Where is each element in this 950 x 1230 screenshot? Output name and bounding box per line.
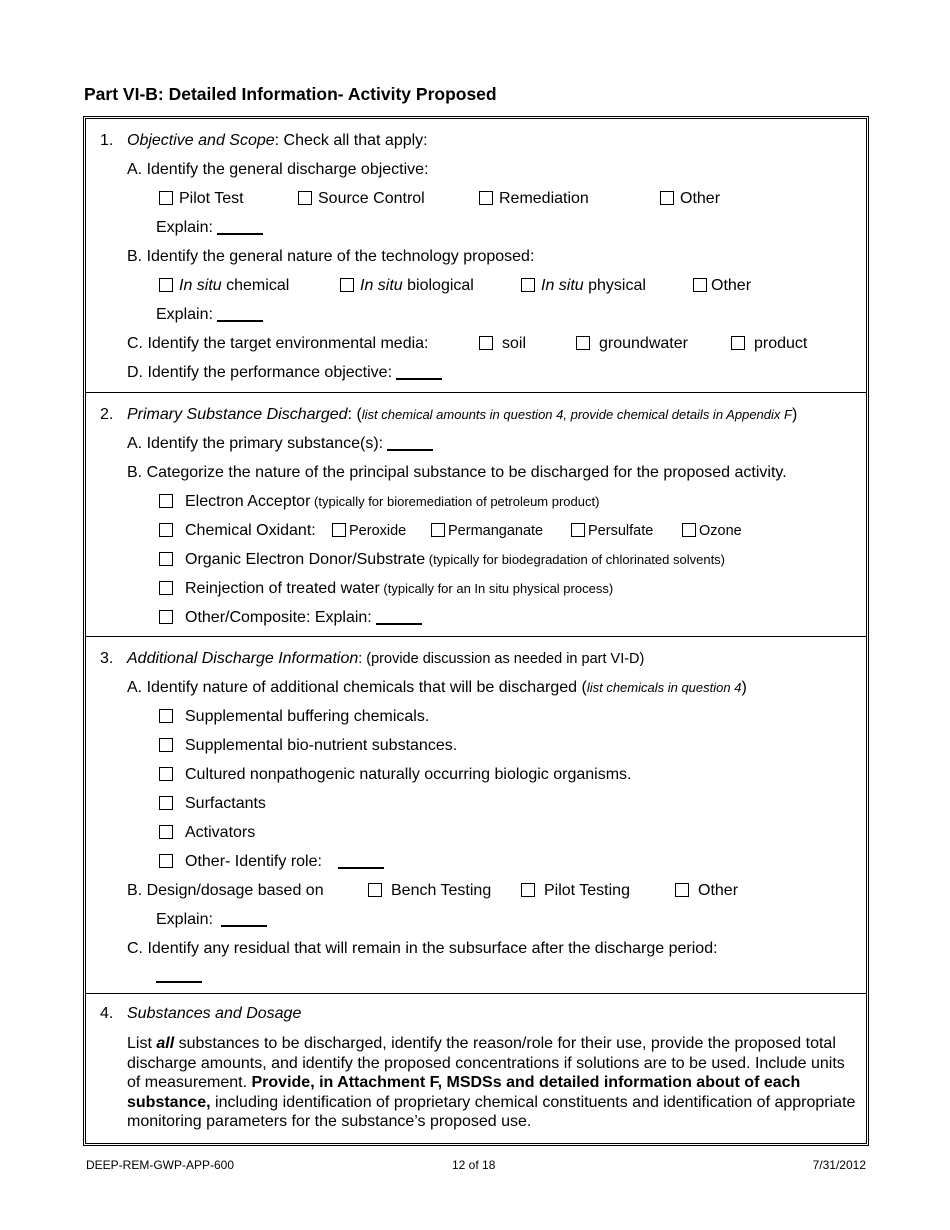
checkbox[interactable]	[159, 854, 173, 868]
option-in-situ-biological[interactable]: In situ biological	[340, 276, 474, 296]
footer-form-id: DEEP-REM-GWP-APP-600	[86, 1158, 235, 1172]
explain-field[interactable]: Explain:	[156, 218, 263, 238]
explain-field[interactable]: Explain:	[156, 305, 263, 325]
option-permanganate[interactable]: Permanganate	[431, 521, 543, 541]
checkbox[interactable]	[332, 523, 346, 537]
option-electron-acceptor[interactable]: Electron Acceptor (typically for bioremediation of petroleum product)	[159, 492, 599, 512]
question-d-label[interactable]: D. Identify the performance objective:	[127, 363, 442, 383]
section-number: 4.	[100, 1005, 114, 1022]
checkbox[interactable]	[340, 278, 354, 292]
section-objective-scope	[86, 119, 866, 392]
blank-line[interactable]	[387, 435, 433, 451]
checkbox[interactable]	[159, 610, 173, 624]
checkbox[interactable]	[675, 883, 689, 897]
checkbox[interactable]	[159, 767, 173, 781]
checkbox[interactable]	[159, 825, 173, 839]
residual-blank-line[interactable]	[156, 967, 202, 983]
blank-line[interactable]	[338, 853, 384, 869]
checkbox[interactable]	[571, 523, 585, 537]
option-organic-electron-donor[interactable]: Organic Electron Donor/Substrate (typically for biodegradation of chlorinated solvents)	[159, 550, 725, 570]
question-c-label: C. Identify the target environmental media:	[127, 335, 429, 352]
option-bench-testing[interactable]: Bench Testing	[368, 881, 491, 901]
checkbox[interactable]	[159, 191, 173, 205]
checkbox[interactable]	[479, 336, 493, 350]
option-surfactants[interactable]: Surfactants	[159, 794, 266, 814]
option-pilot-testing[interactable]: Pilot Testing	[521, 881, 630, 901]
checkbox[interactable]	[159, 278, 173, 292]
option-other-role[interactable]: Other- Identify role:	[159, 852, 384, 872]
question-b-label: B. Categorize the nature of the principal substance to be discharged for the proposed activity.	[127, 464, 787, 481]
checkbox[interactable]	[159, 552, 173, 566]
option-ozone[interactable]: Ozone	[682, 521, 742, 541]
section-additional-discharge	[86, 636, 866, 994]
option-activators[interactable]: Activators	[159, 823, 255, 843]
option-in-situ-chemical[interactable]: In situ chemical	[159, 276, 289, 296]
blank-line[interactable]	[217, 219, 263, 235]
option-pilot-test[interactable]: Pilot Test	[159, 189, 244, 209]
option-cultured-organisms[interactable]: Cultured nonpathogenic naturally occurring biologic organisms.	[159, 765, 631, 785]
checkbox[interactable]	[159, 523, 173, 537]
question-a-label: A. Identify nature of additional chemicals that will be discharged (list chemicals in question 4)	[127, 679, 747, 696]
option-soil[interactable]: soil	[479, 334, 526, 354]
blank-line[interactable]	[376, 609, 422, 625]
option-source-control[interactable]: Source Control	[298, 189, 425, 209]
section-heading: Primary Substance Discharged: (list chemical amounts in question 4, provide chemical details in Appendix F)	[127, 406, 798, 423]
section-heading: Objective and Scope: Check all that apply:	[127, 132, 428, 149]
checkbox[interactable]	[521, 278, 535, 292]
section-number: 2.	[100, 406, 114, 423]
section-heading: Substances and Dosage	[127, 1005, 302, 1022]
blank-line[interactable]	[217, 306, 263, 322]
form-frame	[83, 116, 869, 1146]
explain-field[interactable]: Explain:	[156, 910, 267, 930]
footer-page-number: 12 of 18	[452, 1158, 496, 1172]
option-other-composite[interactable]: Other/Composite: Explain:	[159, 608, 422, 628]
checkbox[interactable]	[159, 494, 173, 508]
question-a-label: A. Identify the general discharge objective:	[127, 161, 429, 178]
question-c-label: C. Identify any residual that will remain in the subsurface after the discharge period:	[127, 940, 718, 957]
checkbox[interactable]	[576, 336, 590, 350]
checkbox[interactable]	[693, 278, 707, 292]
section-primary-substance	[86, 392, 866, 637]
checkbox[interactable]	[431, 523, 445, 537]
checkbox[interactable]	[159, 796, 173, 810]
question-b-label: B. Identify the general nature of the technology proposed:	[127, 248, 535, 265]
option-other-technology[interactable]: Other	[693, 276, 751, 296]
option-buffering-chemicals[interactable]: Supplemental buffering chemicals.	[159, 707, 429, 727]
option-in-situ-physical[interactable]: In situ physical	[521, 276, 646, 296]
option-chemical-oxidant[interactable]: Chemical Oxidant:	[159, 521, 316, 541]
blank-line[interactable]	[396, 364, 442, 380]
section-number: 3.	[100, 650, 114, 667]
option-persulfate[interactable]: Persulfate	[571, 521, 653, 541]
checkbox[interactable]	[660, 191, 674, 205]
checkbox[interactable]	[159, 738, 173, 752]
checkbox[interactable]	[731, 336, 745, 350]
checkbox[interactable]	[521, 883, 535, 897]
checkbox[interactable]	[159, 709, 173, 723]
option-other[interactable]: Other	[660, 189, 720, 209]
checkbox[interactable]	[682, 523, 696, 537]
question-b-label: B. Design/dosage based on	[127, 882, 324, 899]
option-other-design[interactable]: Other	[675, 881, 738, 901]
option-remediation[interactable]: Remediation	[479, 189, 589, 209]
option-groundwater[interactable]: groundwater	[576, 334, 688, 354]
checkbox[interactable]	[298, 191, 312, 205]
blank-line[interactable]	[221, 911, 267, 927]
checkbox[interactable]	[159, 581, 173, 595]
page-title: Part VI-B: Detailed Information- Activity Proposed	[84, 84, 497, 104]
question-a-label[interactable]: A. Identify the primary substance(s):	[127, 434, 433, 454]
checkbox[interactable]	[368, 883, 382, 897]
checkbox[interactable]	[479, 191, 493, 205]
option-reinjection[interactable]: Reinjection of treated water (typically for an In situ physical process)	[159, 579, 613, 599]
section-substances-dosage	[86, 993, 866, 1144]
instructions-paragraph: List all substances to be discharged, identify the reason/role for their use, provide the proposed total discharge amounts, and identify the proposed concentrations if solutions are to be used. Include units of measurement. Provide, in Attachment F, MSDSs and detailed information about of each substance, including identification of proprietary chemical constituents and identification of appropriate monitoring parameters for the substance’s proposed use.	[127, 1035, 856, 1130]
option-peroxide[interactable]: Peroxide	[332, 521, 406, 541]
footer-date: 7/31/2012	[812, 1158, 866, 1172]
option-bio-nutrient[interactable]: Supplemental bio-nutrient substances.	[159, 736, 457, 756]
option-product[interactable]: product	[731, 334, 807, 354]
section-heading: Additional Discharge Information: (provide discussion as needed in part VI-D)	[127, 650, 645, 667]
section-number: 1.	[100, 132, 114, 149]
